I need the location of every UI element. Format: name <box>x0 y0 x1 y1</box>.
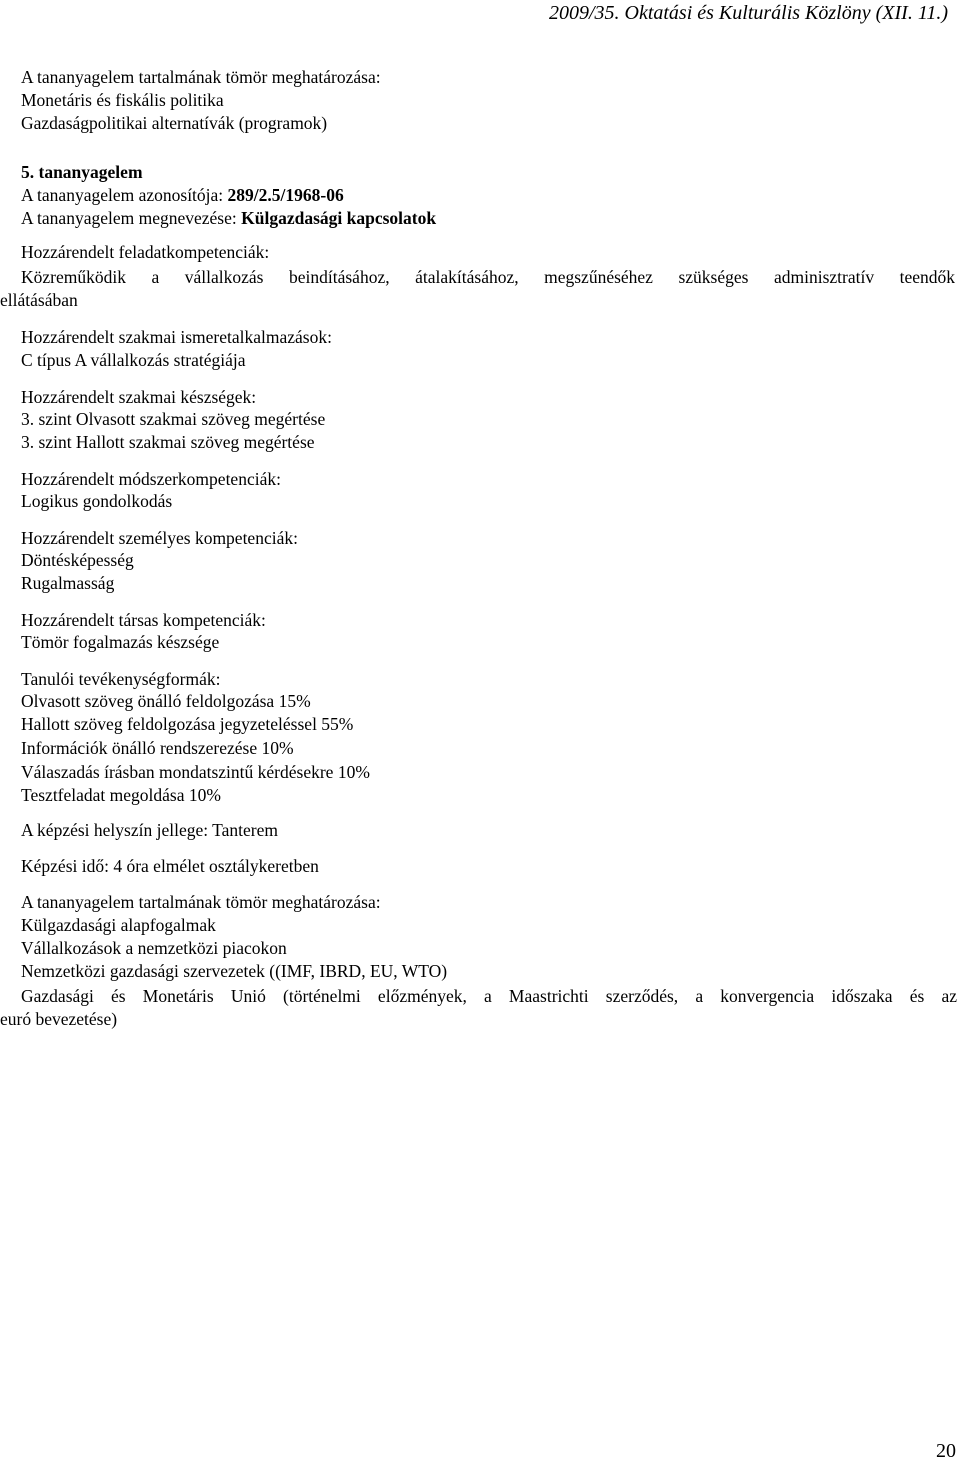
element-name-value: Külgazdasági kapcsolatok <box>241 208 437 228</box>
list-item: Tesztfeladat megoldása 10% <box>21 785 221 805</box>
knowledge-heading: Hozzárendelt szakmai ismeretalkalmazások: <box>21 327 332 347</box>
list-item-continuation: euró bevezetése) <box>0 1009 118 1029</box>
element-name-label: A tananyagelem megnevezése: <box>21 208 242 228</box>
content-summary-heading: A tananyagelem tartalmának tömör meghatározása: <box>21 67 381 87</box>
list-item: Hallott szöveg feldolgozása jegyzeteléssel 55% <box>21 714 354 734</box>
element-id-line <box>21 184 344 206</box>
task-competencies-heading: Hozzárendelt feladatkompetenciák: <box>21 242 270 262</box>
task-competency-line: ellátásában <box>0 290 78 310</box>
content-summary-heading: A tananyagelem tartalmának tömör meghatározása: <box>21 892 381 912</box>
element-title: 5. tananyagelem <box>21 162 143 182</box>
location-line: A képzési helyszín jellege: Tanterem <box>21 820 278 840</box>
list-item: Tömör fogalmazás készsége <box>21 632 220 652</box>
page-number: 20 <box>936 1440 956 1462</box>
list-item: Válaszadás írásban mondatszintű kérdésekre 10% <box>21 762 370 782</box>
list-item: Nemzetközi gazdasági szervezetek ((IMF, IBRD, EU, WTO) <box>21 961 448 981</box>
list-item: Döntésképesség <box>21 550 134 570</box>
list-item: Külgazdasági alapfogalmak <box>21 915 216 935</box>
skills-heading: Hozzárendelt szakmai készségek: <box>21 387 257 407</box>
list-item: 3. szint Olvasott szakmai szöveg megértése <box>21 409 326 429</box>
list-item: 3. szint Hallott szakmai szöveg megértése <box>21 432 315 452</box>
time-line: Képzési idő: 4 óra elmélet osztálykeretben <box>21 856 319 876</box>
activities-heading: Tanulói tevékenységformák: <box>21 669 221 689</box>
list-item: C típus A vállalkozás stratégiája <box>21 350 246 370</box>
list-item: Olvasott szöveg önálló feldolgozása 15% <box>21 691 311 711</box>
list-item: Információk önálló rendszerezése 10% <box>21 738 294 758</box>
element-id-label: A tananyagelem azonosítója: <box>21 185 228 205</box>
element-id-value: 289/2.5/1968-06 <box>227 185 344 205</box>
element-name-line <box>21 207 436 229</box>
list-item: Monetáris és fiskális politika <box>21 90 224 110</box>
method-heading: Hozzárendelt módszerkompetenciák: <box>21 469 281 489</box>
list-item: Gazdasági és Monetáris Unió (történelmi előzmények, a Maastrichti szerződés, a konvergencia időszaka és az <box>21 986 957 1006</box>
list-item: Rugalmasság <box>21 573 115 593</box>
list-item: Logikus gondolkodás <box>21 491 173 511</box>
list-item: Vállalkozások a nemzetközi piacokon <box>21 938 287 958</box>
social-heading: Hozzárendelt társas kompetenciák: <box>21 610 266 630</box>
task-competency-line: Közreműködik a vállalkozás beindításához, átalakításához, megszűnéséhez szükséges adminisztratív teendők <box>21 267 955 287</box>
personal-heading: Hozzárendelt személyes kompetenciák: <box>21 528 298 548</box>
page-header: 2009/35. Oktatási és Kulturális Közlöny (XII. 11.) <box>548 2 948 24</box>
list-item: Gazdaságpolitikai alternatívák (programok) <box>21 113 328 133</box>
